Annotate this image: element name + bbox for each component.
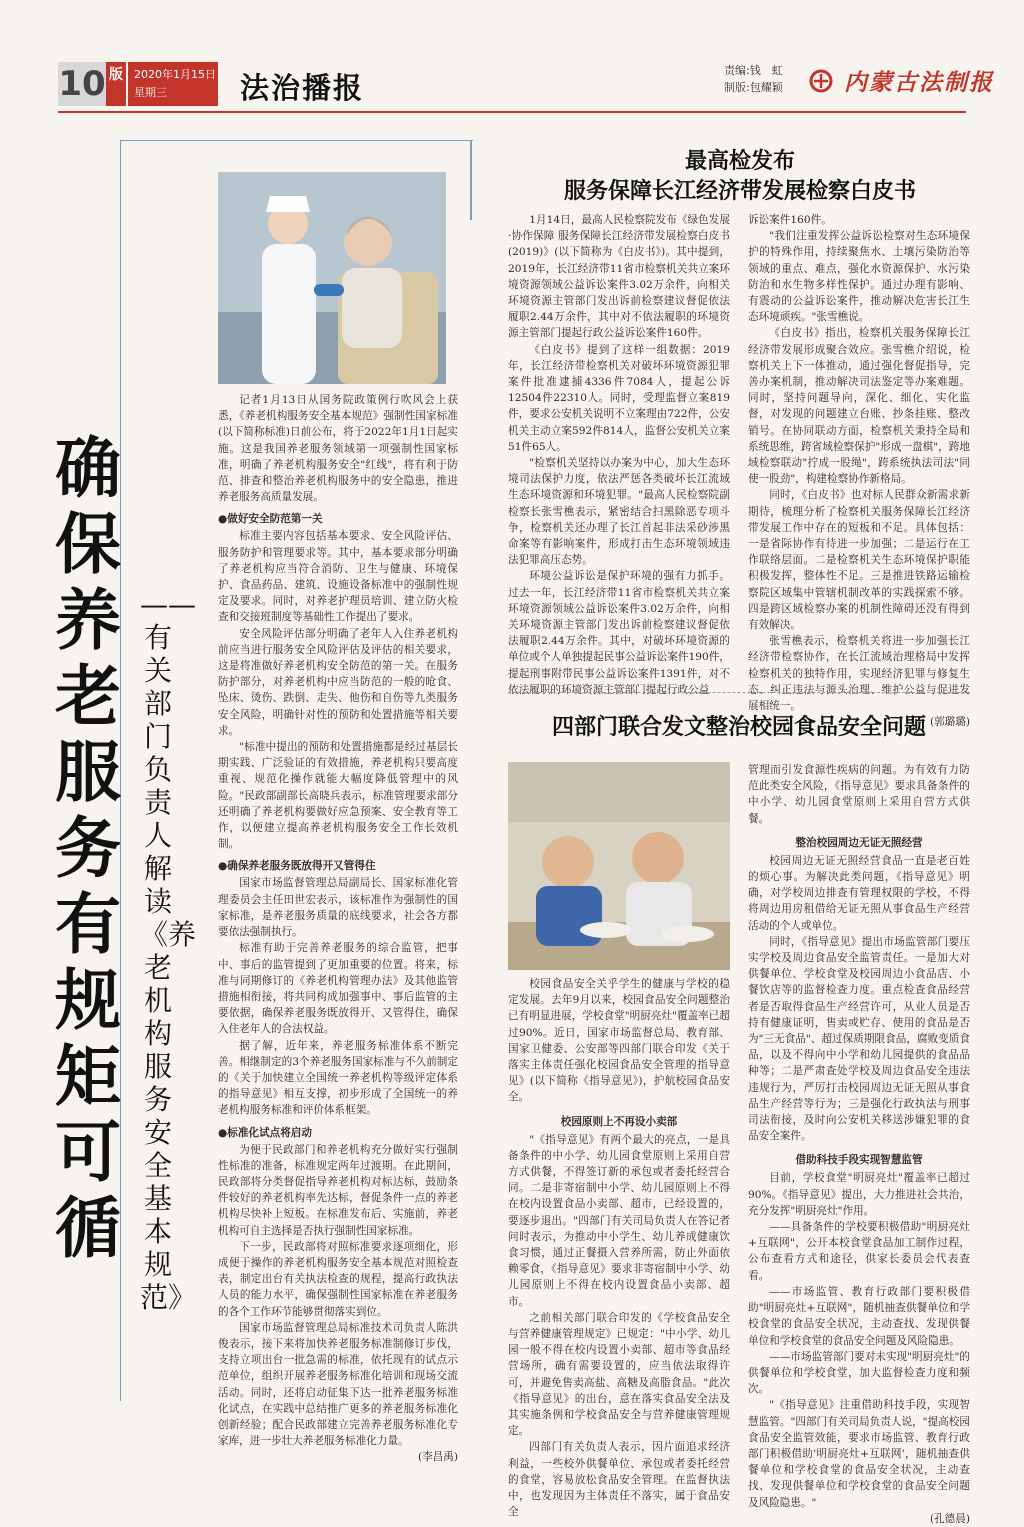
feature-headline: 确保养老服务有规矩可循 [55, 429, 121, 1267]
page-label: 版 [106, 62, 126, 106]
paragraph: 四部门有关负责人表示，因片面追求经济利益，一些校外供餐单位、承包或者委托经营的食堂，容易放松食品安全管理。在监督执法中，也发现因为主体责任不落实，属于食品安全 [508, 1441, 730, 1519]
article1-headline [520, 146, 960, 206]
paragraph: 校园周边无证无照经营食品一直是老百姓的烦心事。为解决此类问题，《指导意见》明确，对学校周边排查有管理权限的学校，不得将周边用房租借给无证无照从事食品生产经营活动的个人或单位。 [748, 854, 970, 932]
paragraph: 目前，学校食堂"明厨亮灶"覆盖率已超过90%。《指导意见》提出，大力推进社会共治，充分发挥"明厨亮灶"作用。 [748, 1172, 970, 1217]
article1-column-2 [748, 212, 970, 729]
paragraph: "《指导意见》有两个最大的亮点，一是具备条件的中小学、幼儿园食堂原则上采用自营方式供餐，不得签订新的承包或者委托经营合同。二是非寄宿制中小学、幼儿园原则上不得在校内设置食品小卖部、超市，已经设置的，要逐步退出。"四部门有关司局负责人在答记者问时表示，为推动中小学生、幼儿养成健康饮食习惯，通过正餐摄入营养所需，防止外面依赖零食，《指导意见》要求非寄宿制中小学、幼儿园原则上不得在校内设置食品小卖部、超市。 [508, 1133, 730, 1308]
subheading: 借助科技手段实现智慧监管 [795, 1154, 923, 1167]
nurse-elderly-photo [218, 172, 446, 384]
paragraph: 下一步，民政部将对照标准要求逐项细化，形成便于操作的养老机构服务安全基本规范对照检查表，制定出台有关执法检查的规程，提高行政执法人员的能力水平，确保强制性国家标准在养老服务的各个工作环节能够贯彻落实到位。 [218, 1240, 458, 1318]
article2-column-1 [508, 976, 730, 1519]
issue-date: 2020年1月15日 [134, 68, 216, 81]
paragraph: 国家市场监督管理总局副局长、国家标准化管理委员会主任田世宏表示，该标准作为强制性的国家标准，是养老服务质量的底线要求，社会各方都要依法强制执行。 [218, 877, 458, 939]
paragraph: 张雪樵表示，检察机关将进一步加强长江经济带检察协作，在长江流域治理格局中发挥检察机关的独特作用，实现经济犯罪与修复生态、纠正违法与源头治理、维护公益与促进发展相统一。 [748, 635, 970, 713]
paragraph: 标准主要内容包括基本要求、安全风险评估、服务防护和管理要求等。其中，基本要求部分明确了养老机构应当符合消防、卫生与健康、环境保护、食品药品、建筑、设施设备标准中的强制性规定及要求。同时，对养老护理员培训、建立防火检查和交接班制度等基础性工作提出了要求。 [218, 530, 458, 624]
masthead-title: 内蒙古法制报 [844, 69, 995, 96]
article-divider [508, 692, 970, 693]
paragraph: 据了解，近年来，养老服务标准体系不断完善。相继制定的3个养老服务国家标准与不久前制定的《关于加快建立全国统一养老机构等级评定体系的指导意见》相互支撑，初步形成了全国统一的养老机构服务标准和评价体系框架。 [218, 1039, 458, 1117]
article1-title-line2: 服务保障长江经济带发展检察白皮书 [563, 178, 916, 204]
paragraph: ——市场监管部门要对未实现"明厨亮灶"的供餐单位和学校食堂，加大监督检查力度和频次。 [748, 1350, 970, 1396]
feature-subheadline: ——有关部门负责人解读《养老机构服务安全基本规范》 [140, 588, 197, 1314]
paragraph: 同时，《指导意见》提出市场监管部门要压实学校及周边食品安全监管责任。一是加大对供餐单位、学校食堂及校园周边小食品店、小餐饮店等的监督检查力度。重点检查食品经营者是否取得食品生产经营许可，从业人员是否持有健康证明，售卖或贮存、使用的食品是否为"三无食品"、超过保质期限食品，腐败变质食品，以及不得向中小学和幼儿园提供的食品品种等；二是严肃查处学校及周边食品安全违法违规行为，严厉打击校园周边无证无照从事食品生产经营等行为；三是强化行政执法与刑事司法衔接，及时向公安机关移送涉嫌犯罪的食品安全案件。 [748, 935, 970, 1143]
header-rule [58, 111, 966, 113]
feature-intro: 记者1月13日从国务院政策例行吹风会上获悉，《养老机构服务安全基本规范》强制性国家标准(以下简称标准)日前公布，将于2022年1月1日起实施。这是我国养老服务领域第一项强制性国家标准，明确了养老机构服务安全"红线"，将有利于防范、排查和整治养老机构服务中的安全隐患，推进养老服务高质量发展。 [218, 394, 458, 504]
subheading: 校园原则上不再设小卖部 [560, 1115, 678, 1128]
newspaper-logo [808, 64, 994, 97]
article2-headline: 四部门联合发文整治校园食品安全问题 [551, 714, 926, 740]
paragraph: 同时，《白皮书》也对标人民群众新需求新期待，梳理分析了检察机关服务保障长江经济带发展工作中存在的短板和不足。具体包括：一是省际协作有待进一步加强；二是运行在工作联络层面。二是检察机关生态环境保护职能积极发挥，整体性不足。三是推进铁路运输检察院区域集中管辖机制改革的实践探索不够。四是跨区域检察办案的机制性障碍还没有得到有效解决。 [748, 489, 970, 632]
paragraph: 1月14日，最高人民检察院发布《绿色发展·协作保障 服务保障长江经济带发展检察白皮书(2019)》(以下简称为《白皮书》)。其中提到，2019年，长江经济带11省市检察机关共立案环境资源领域公益诉讼案件3.02万余件，向相关环境资源主管部门发出诉前检察建议督促依法履职2.44万余件，其中对不依法履职的环境资源主管部门提起行政公益诉讼案件160件。 [508, 214, 730, 340]
editor-credits [724, 62, 783, 96]
byline: (李昌禹) [417, 1451, 458, 1464]
byline: (孔德晨) [929, 1512, 970, 1525]
page-number: 10 [58, 64, 106, 104]
students-eating-photo [508, 762, 730, 970]
section-heading: ●做好安全防范第一关 [218, 513, 323, 526]
paragraph: 之前相关部门联合印发的《学校食品安全与营养健康管理规定》已规定："中小学、幼儿园一般不得在校内设置小卖部、超市等食品经营场所，确有需要设置的，应当依法取得许可，并避免售卖高盐、高糖及高脂食品。"此次《指导意见》的出台，意在落实食品安全法及其实施条例和学校食品安全与营养健康管理规定。 [508, 1311, 730, 1438]
producer-name: 制版:包耀颖 [724, 81, 783, 94]
section-title: 法治播报 [240, 71, 365, 105]
paragraph: "我们注重发挥公益诉讼检察对生态环境保护的特殊作用，持续聚焦水、土壤污染防治等领域的重点、难点，强化水资源保护、水污染防治和水生物多样性保护。通过办理有影响、有震动的公益诉讼案件，推动解决危害长江生态环境顽疾。"张雪樵说。 [748, 230, 970, 324]
section-heading: ●标准化试点将启动 [218, 1126, 312, 1139]
article1-column-1 [508, 212, 730, 696]
paragraph: 诉讼案件160件。 [748, 214, 832, 226]
paragraph: "检察机关坚持以办案为中心，加大生态环境司法保护力度，依法严惩各类破坏长江流域生态环境资源和环境犯罪。"最高人民检察院副检察长张雪樵表示，紧密结合扫黑除恶专项斗争，检察机关还办理了长江首起非法采砂涉黑命案等有影响案件，形成打击生态环境领域违法犯罪高压态势。 [508, 457, 730, 567]
byline: (郭璐璐) [929, 716, 970, 729]
paragraph: 《白皮书》提到了这样一组数据：2019年，长江经济带检察机关对破坏环境资源犯罪案件批准逮捕4336件7084人，提起公诉12504件22310人。同时，受理监督立案819件，要求公安机关说明不立案理由722件，公安机关主动立案592件814人，监督公安机关立案51件65人。 [508, 343, 730, 453]
section-heading: ●确保养老服务既放得开又管得住 [218, 860, 376, 873]
paragraph: ——市场监管、教育行政部门要积极借助"明厨亮灶+互联网"，随机抽查供餐单位和学校食堂的食品安全状况，主动查找、发现供餐单位和学校食堂的食品安全问题及风险隐患。 [748, 1285, 970, 1347]
subheading: 整治校园周边无证无照经营 [795, 836, 923, 849]
paragraph: 标准有助于完善养老服务的综合监管，把事中、事后的监管提到了更加重要的位置。将来，标准与同期修订的《养老机构管理办法》及其他监管措施相衔接，将共同构成加强事中、事后监管的主要依据，确保养老服务既放得开、又管得住，确保入住老年人的合法权益。 [218, 942, 458, 1036]
feature-body [218, 392, 458, 1464]
paragraph: 《白皮书》指出，检察机关服务保障长江经济带发展形成聚合效应。张雪樵介绍说，检察机关上下一体推动，通过强化督促指导，完善办案机制，推动解决司法鉴定等办案难题。同时，坚持问题导向，深化、细化、实化监督，对发现的问题建立台账、抄条挂账、整改销号。在协同联动方面，检察机关秉持全局和系统思维，跨省域检察保护"形成一盘棋"，跨地域检察联动"拧成一股绳"，跨系统执法司法"同使一股劲"，构建检察协作新格局。 [748, 327, 970, 486]
paragraph: 校园食品安全关乎学生的健康与学校的稳定发展。去年9月以来，校园食品安全问题整治已有明显进展，学校食堂"明厨亮灶"覆盖率已超过90%。近日，国家市场监督总局、教育部、国家卫健委、公安部等四部门联合印发《关于落实主体责任强化校园食品安全管理的指导意见》(以下简称《指导意见》)，护航校园食品安全。 [508, 978, 730, 1104]
paragraph: 安全风险评估部分明确了老年人入住养老机构前应当进行服务安全风险评估及评估的相关要求，这是将准做好养老机构安全防范的第一关。在服务防护部分，对养老机构中应当防范的一般的呛食、坠床、烫伤、跌倒、走失、他伤和自伤等九类服务安全风险，明确针对性的预防和处置措施等相关要求。 [218, 627, 458, 737]
paragraph: 管理而引发食源性疾病的问题。为有效有力防范此类安全风险，《指导意见》要求具备条件的中小学、幼儿园食堂原则上采用自营方式供餐。 [748, 764, 970, 825]
paragraph: 国家市场监督管理总局标准技术司负责人陈洪俊表示，接下来将加快养老服务标准制修订步伐，支持立项出台一批急需的标准，依托现有的试点示范单位，组织开展养老服务标准化培训和现场交流活动。同时，还将启动征集下达一批养老服务标准化试点，在实践中总结推广更多的养老服务标准化创新经验；配合民政部建立完善养老服务标准化专家库，进一步壮大养老服务标准化力量。 [218, 1321, 458, 1448]
date-box [128, 62, 218, 106]
paragraph: ——具备条件的学校要积极借助"明厨亮灶+互联网"，公开本校食堂食品加工制作过程，公布查看方式和途径，供家长委员会代表查看。 [748, 1221, 970, 1282]
feature-frame-corner [470, 140, 472, 220]
article1-title-line1: 最高检发布 [684, 148, 795, 174]
paragraph: "标准中提出的预防和处置措施都是经过基层长期实践、广泛验证的有效措施，养老机构只要高度重视、规范化操作就能大幅度降低管理中的风险。"民政部副部长高晓兵表示，标准管理要求部分还明确了养老机构要做好应急预案、安全教育等工作，以便建立提高养老机构服务安全工作长效机制。 [218, 741, 458, 851]
paragraph: "《指导意见》注重借助科技手段，实现智慧监管。"四部门有关司局负责人说，"提高校园食品安全监管效能，要求市场监管、教育行政部门积极借助'明厨亮灶+互联网'，随机抽查供餐单位和学校食堂的食品安全状况，主动查找、发现供餐单位和学校食堂的食品安全问题及风险隐患。" [748, 1399, 970, 1509]
paragraph: 环境公益诉讼是保护环境的强有力抓手。过去一年，长江经济带11省市检察机关共立案环境资源领域公益诉讼案件3.02万余件，向相关环境资源主管部门发出诉前检察建议督促依法履职2.44万余件。其中，对破坏环境资源的单位或个人单独提起民事公益诉讼案件190件，提起刑事附带民事公益诉讼案件1391件，对不依法履职的环境资源主管部门提起行政公益 [508, 570, 730, 696]
editor-name: 责编:钱 虹 [724, 64, 783, 77]
logo-icon [808, 69, 834, 93]
paragraph: 为便于民政部门和养老机构充分做好实行强制性标准的准备，标准规定两年过渡期。在此期间，民政部将分类督促指导养老机构对标达标，鼓励条件较好的养老机构率先达标，督促条件一点的养老机构尽快补上短板。在标准发布后、实施前，养老机构可自主选择是否执行强制性国家标准。 [218, 1143, 458, 1237]
issue-weekday: 星期三 [134, 86, 167, 99]
article2-column-2 [748, 762, 970, 1525]
